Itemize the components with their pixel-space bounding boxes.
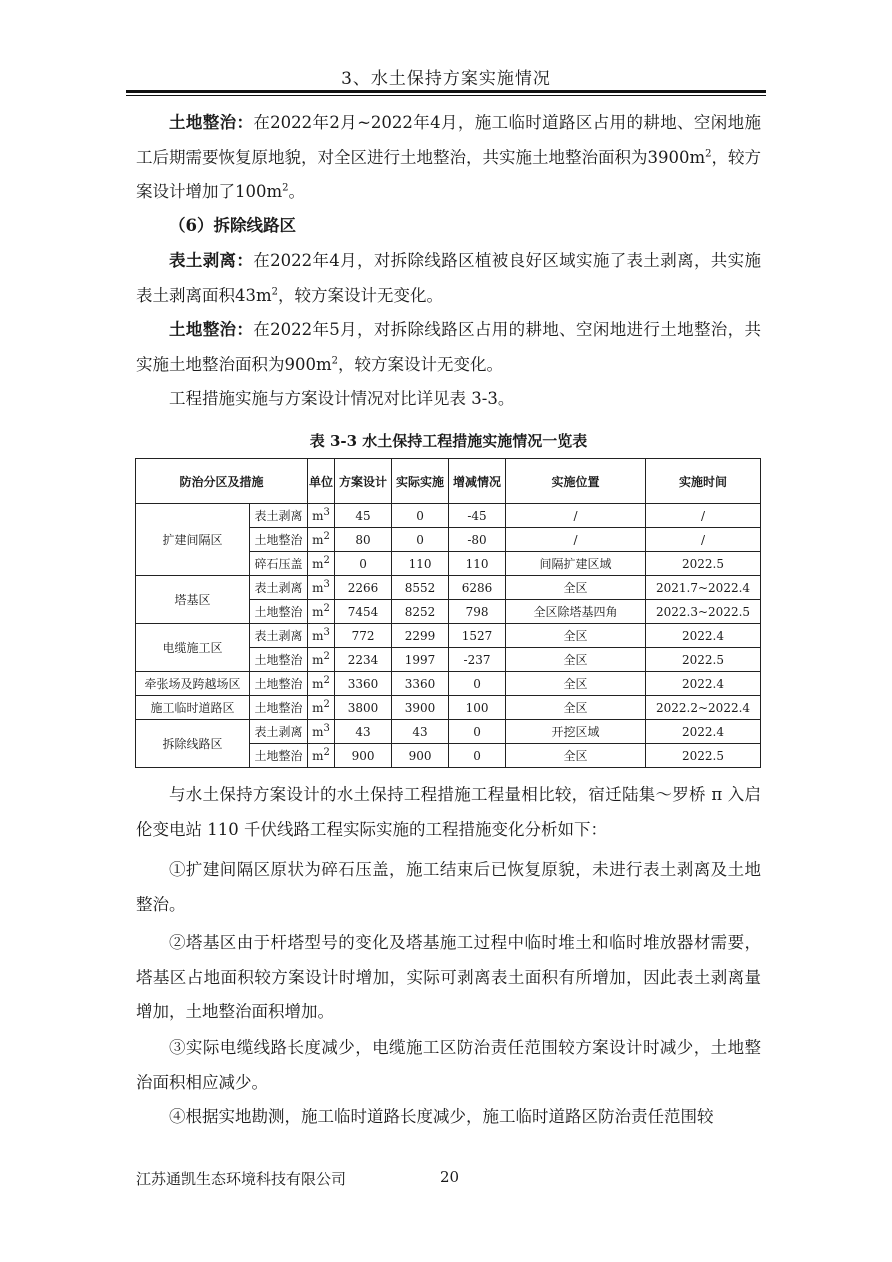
measure-cell: 土地整治 <box>250 648 308 672</box>
header-rule-thin <box>126 95 766 96</box>
zone-cell: 扩建间隔区 <box>136 504 250 576</box>
paragraph-table-reference: 工程措施实施与方案设计情况对比详见表 3-3。 <box>169 389 515 408</box>
time-cell: 2022.3~2022.5 <box>646 600 761 624</box>
time-cell: / <box>646 528 761 552</box>
superscript: 2 <box>331 355 339 366</box>
unit-cell <box>308 672 335 696</box>
unit-cell <box>308 648 335 672</box>
change-cell: -80 <box>449 528 506 552</box>
actual-cell: 110 <box>392 552 449 576</box>
unit-text: m <box>312 676 324 691</box>
actual-cell: 3900 <box>392 696 449 720</box>
column-header: 单位 <box>308 459 335 504</box>
unit-superscript: 2 <box>323 674 330 686</box>
superscript: 2 <box>705 148 712 159</box>
superscript: 2 <box>271 286 279 297</box>
actual-cell: 8252 <box>392 600 449 624</box>
time-cell: 2022.5 <box>646 648 761 672</box>
unit-cell <box>308 552 335 576</box>
location-cell: / <box>506 504 646 528</box>
measure-cell: 土地整治 <box>250 600 308 624</box>
design-cell: 2266 <box>335 576 392 600</box>
measure-cell: 表土剥离 <box>250 504 308 528</box>
page-header: 3、水土保持方案实施情况 <box>341 69 551 89</box>
actual-cell: 900 <box>392 744 449 768</box>
change-cell: 100 <box>449 696 506 720</box>
unit-cell <box>308 744 335 768</box>
location-cell: 全区 <box>506 624 646 648</box>
unit-cell <box>308 576 335 600</box>
unit-superscript: 2 <box>323 650 330 662</box>
location-cell: / <box>506 528 646 552</box>
column-header: 防治分区及措施 <box>136 459 308 504</box>
actual-cell: 3360 <box>392 672 449 696</box>
paragraph-text: ，较方案设计无变化。 <box>338 354 504 374</box>
zone-cell: 牵张场及跨越场区 <box>136 672 250 696</box>
footer-company: 江苏通凯生态环境科技有限公司 <box>136 1170 347 1188</box>
location-cell: 全区除塔基四角 <box>506 600 646 624</box>
time-cell: 2021.7~2022.4 <box>646 576 761 600</box>
change-cell: -45 <box>449 504 506 528</box>
table-row <box>136 672 761 696</box>
unit-cell <box>308 624 335 648</box>
unit-superscript: 3 <box>323 578 330 590</box>
time-cell: 2022.2~2022.4 <box>646 696 761 720</box>
column-header: 实施时间 <box>646 459 761 504</box>
change-cell: 0 <box>449 672 506 696</box>
table-row <box>136 720 761 744</box>
unit-text: m <box>312 532 324 547</box>
design-cell: 0 <box>335 552 392 576</box>
measures-table <box>135 458 761 768</box>
unit-text: m <box>312 748 324 763</box>
paragraph-text: 。 <box>288 182 306 201</box>
actual-cell: 2299 <box>392 624 449 648</box>
unit-superscript: 3 <box>323 506 330 518</box>
location-cell: 间隔扩建区域 <box>506 552 646 576</box>
unit-superscript: 2 <box>323 602 330 614</box>
change-cell: 1527 <box>449 624 506 648</box>
zone-cell: 施工临时道路区 <box>136 696 250 720</box>
actual-cell: 43 <box>392 720 449 744</box>
unit-cell <box>308 600 335 624</box>
actual-cell: 0 <box>392 504 449 528</box>
column-header: 实施位置 <box>506 459 646 504</box>
location-cell: 全区 <box>506 576 646 600</box>
time-cell: 2022.4 <box>646 672 761 696</box>
location-cell: 全区 <box>506 744 646 768</box>
paragraph-analysis-intro: 与水土保持方案设计的水土保持工程措施工程量相比较，宿迁陆集～罗桥 π 入启伦变电站 110 千伏线路工程实际实施的工程措施变化分析如下： <box>136 785 761 839</box>
paragraph-land-restoration-removal <box>136 313 761 382</box>
change-cell: 798 <box>449 600 506 624</box>
unit-text: m <box>312 580 324 595</box>
unit-superscript: 3 <box>323 626 330 638</box>
zone-cell: 电缆施工区 <box>136 624 250 672</box>
paragraph-analysis-1: ①扩建间隔区原状为碎石压盖，施工结束后已恢复原貌，未进行表土剥离及土地整治。 <box>136 860 761 914</box>
design-cell: 43 <box>335 720 392 744</box>
design-cell: 45 <box>335 504 392 528</box>
table-header-row <box>136 459 761 504</box>
measure-cell: 表土剥离 <box>250 576 308 600</box>
table-row <box>136 576 761 600</box>
paragraph-text: 在2022年4月，对拆除线路区植被良好区域实施了表土剥离，共实施表土剥离面积43m <box>136 251 761 305</box>
lead-term: 土地整治： <box>169 320 254 339</box>
measure-cell: 表土剥离 <box>250 720 308 744</box>
paragraph-analysis-4: ④根据实地勘测，施工临时道路长度减少，施工临时道路区防治责任范围较 <box>169 1107 714 1126</box>
change-cell: 0 <box>449 720 506 744</box>
design-cell: 3360 <box>335 672 392 696</box>
actual-cell: 0 <box>392 528 449 552</box>
zone-cell: 塔基区 <box>136 576 250 624</box>
unit-cell <box>308 528 335 552</box>
unit-text: m <box>312 508 324 523</box>
actual-cell: 1997 <box>392 648 449 672</box>
change-cell: 6286 <box>449 576 506 600</box>
column-header: 方案设计 <box>335 459 392 504</box>
page-number: 20 <box>440 1168 460 1186</box>
change-cell: 0 <box>449 744 506 768</box>
time-cell: 2022.4 <box>646 624 761 648</box>
time-cell: 2022.5 <box>646 552 761 576</box>
table-row <box>136 624 761 648</box>
time-cell: / <box>646 504 761 528</box>
design-cell: 3800 <box>335 696 392 720</box>
measure-cell: 表土剥离 <box>250 624 308 648</box>
lead-term: 表土剥离： <box>169 251 254 270</box>
table-row <box>136 504 761 528</box>
unit-text: m <box>312 700 324 715</box>
location-cell: 开挖区域 <box>506 720 646 744</box>
design-cell: 900 <box>335 744 392 768</box>
unit-text: m <box>312 652 324 667</box>
paragraph-topsoil-stripping <box>136 244 761 313</box>
paragraph-text: ，较方案设计无变化。 <box>278 285 444 305</box>
measure-cell: 土地整治 <box>250 696 308 720</box>
unit-superscript: 2 <box>323 554 330 566</box>
paragraph-analysis-3: ③实际电缆线路长度减少，电缆施工区防治责任范围较方案设计时减少，土地整治面积相应减少。 <box>136 1038 761 1092</box>
time-cell: 2022.5 <box>646 744 761 768</box>
unit-superscript: 2 <box>323 746 330 758</box>
time-cell: 2022.4 <box>646 720 761 744</box>
column-header: 实际实施 <box>392 459 449 504</box>
location-cell: 全区 <box>506 648 646 672</box>
measure-cell: 土地整治 <box>250 672 308 696</box>
unit-cell <box>308 696 335 720</box>
location-cell: 全区 <box>506 696 646 720</box>
paragraph-land-restoration-road <box>136 106 761 210</box>
paragraph-text: 在2022年5月，对拆除线路区占用的耕地、空闲地进行土地整治，共实施土地整治面积为900m <box>136 320 761 374</box>
paragraph-text: ，较方案设计增加了100m <box>136 147 762 201</box>
design-cell: 7454 <box>335 600 392 624</box>
section-heading-6: （6）拆除线路区 <box>169 216 296 235</box>
unit-text: m <box>312 724 324 739</box>
table-row <box>136 696 761 720</box>
measure-cell: 土地整治 <box>250 528 308 552</box>
superscript: 2 <box>282 182 289 194</box>
unit-text: m <box>312 628 324 643</box>
unit-text: m <box>312 604 324 619</box>
actual-cell: 8552 <box>392 576 449 600</box>
measure-cell: 碎石压盖 <box>250 552 308 576</box>
table-caption: 表 3-3 水土保持工程措施实施情况一览表 <box>309 432 588 450</box>
paragraph-text: 在2022年2月~2022年4月，施工临时道路区占用的耕地、空闲地施工后期需要恢复原地貌，对全区进行土地整治，共实施土地整治面积为3900m <box>136 113 761 167</box>
unit-cell <box>308 504 335 528</box>
unit-text: m <box>312 556 324 571</box>
zone-cell: 拆除线路区 <box>136 720 250 768</box>
paragraph-analysis-2: ②塔基区由于杆塔型号的变化及塔基施工过程中临时堆土和临时堆放器材需要，塔基区占地面积较方案设计时增加，实际可剥离表土面积有所增加，因此表土剥离量增加，土地整治面积增加。 <box>136 933 761 1021</box>
unit-superscript: 2 <box>323 698 330 710</box>
lead-term: 土地整治： <box>169 113 254 132</box>
design-cell: 772 <box>335 624 392 648</box>
unit-superscript: 3 <box>323 722 330 734</box>
design-cell: 80 <box>335 528 392 552</box>
location-cell: 全区 <box>506 672 646 696</box>
design-cell: 2234 <box>335 648 392 672</box>
unit-cell <box>308 720 335 744</box>
change-cell: 110 <box>449 552 506 576</box>
column-header: 增减情况 <box>449 459 506 504</box>
measure-cell: 土地整治 <box>250 744 308 768</box>
header-rule-thick <box>126 90 766 93</box>
unit-superscript: 2 <box>323 530 330 542</box>
change-cell: -237 <box>449 648 506 672</box>
